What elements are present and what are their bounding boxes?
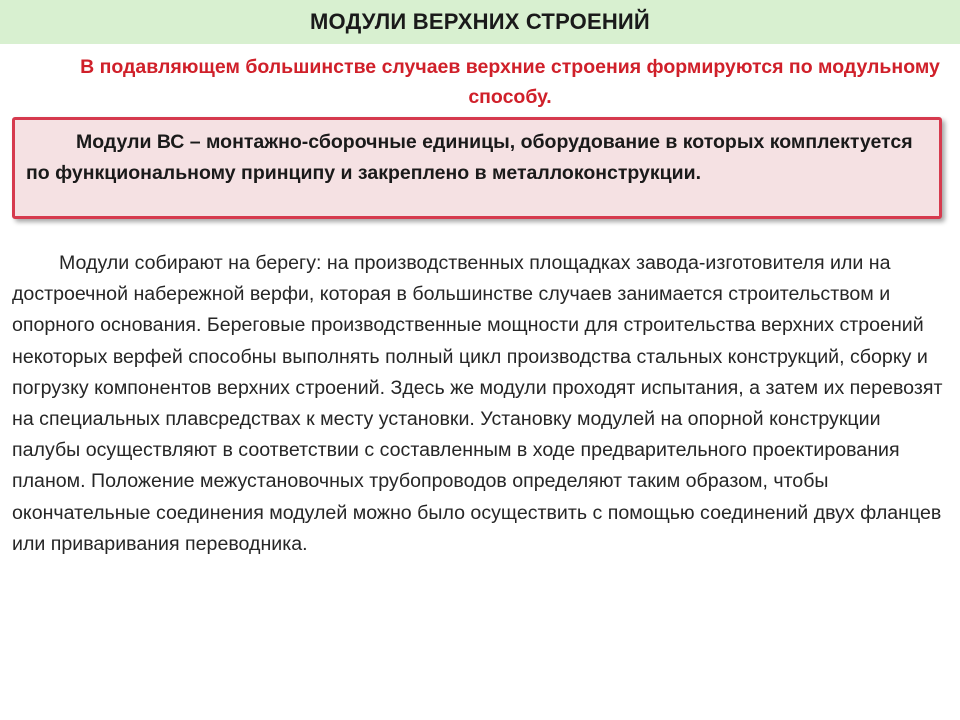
slide-title: МОДУЛИ ВЕРХНИХ СТРОЕНИЙ [310, 9, 650, 34]
body-paragraph: Модули собирают на берегу: на производственных площадках завода-изготовителя или на достроечной набережной верфи, которая в большинстве случаев занимается строительством и опорного основания. Береговые производственные мощности для строительства верхних строений некоторых верфей способны выполнять полный цикл производства стальных конструкций, сборку и погрузку компонентов верхних строений. Здесь же модули проходят испытания, а затем их перевозят на специальных плавсредствах к месту установки. Установку модулей на опорной конструкции палубы осуществляют в соответствии с составленным в ходе предварительного проектирования планом. Положение межустановочных трубопроводов определяют таким образом, чтобы окончательные соединения модулей можно было осуществить с помощью соединений двух фланцев или приваривания переводника. [12, 252, 943, 555]
intro-statement: В подавляющем большинстве случаев верхние строения формируются по модульному способу. [80, 56, 940, 108]
definition-text: Модули ВС – монтажно-сборочные единицы, оборудование в которых комплектуется по функциональному принципу и закреплено в металлоконструкции. [26, 131, 913, 184]
title-bar [0, 0, 960, 44]
definition-box [12, 117, 942, 219]
